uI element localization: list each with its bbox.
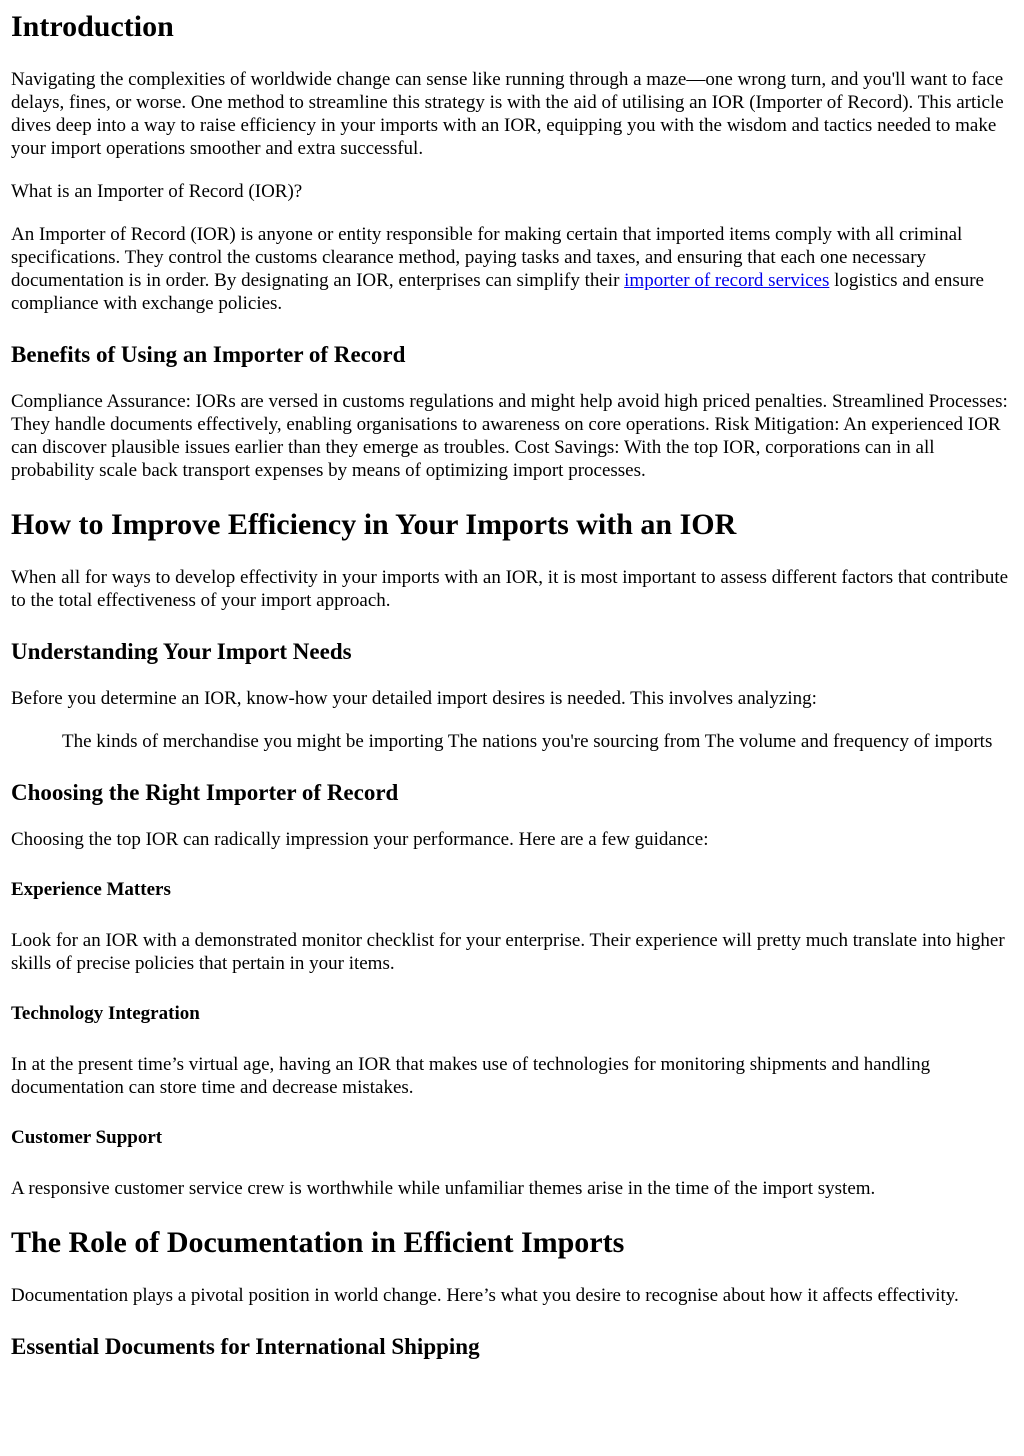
technology-paragraph: In at the present time’s virtual age, having an IOR that makes use of technologies for monitoring shipments and handling documentation can store time and decrease mistakes. [11,1054,931,1098]
experience-paragraph: Look for an IOR with a demonstrated monitor checklist for your enterprise. Their experience will pretty much translate into higher skills of precise policies that pertain in your items. [11,930,1005,974]
support-paragraph: A responsive customer service crew is worthwhile while unfamiliar themes arise in the time of the import system. [11,1178,876,1199]
import-needs-heading: Understanding Your Import Needs [11,639,352,664]
documentation-heading: The Role of Documentation in Efficient Imports [11,1226,625,1259]
article [0,10,1024,1360]
documentation-paragraph: Documentation plays a pivotal position in world change. Here’s what you desire to recognise about how it affects effectivity. [11,1285,959,1306]
essential-documents-heading: Essential Documents for International Shipping [11,1334,480,1359]
support-heading: Customer Support [11,1127,163,1148]
ior-question: What is an Importer of Record (IOR)? [11,181,303,202]
definition-text-after: logistics and ensure compliance with exchange policies. [11,270,984,314]
experience-heading: Experience Matters [11,879,171,900]
import-needs-quote: The kinds of merchandise you might be importing The nations you're sourcing from The volume and frequency of imports [62,731,993,752]
benefits-heading: Benefits of Using an Importer of Record [11,342,406,367]
choosing-ior-heading: Choosing the Right Importer of Record [11,780,399,805]
intro-heading: Introduction [11,10,174,43]
choosing-ior-paragraph: Choosing the top IOR can radically impression your performance. Here are a few guidance: [11,829,709,850]
definition-text-before: An Importer of Record (IOR) is anyone or entity responsible for making certain that imported items comply with all criminal specifications. They control the customs clearance method, paying tasks and taxes, and ensuring that each one necessary documentation is in order. By designating an IOR, enterprises can simplify their [11,224,963,291]
improve-heading: How to Improve Efficiency in Your Imports with an IOR [11,508,737,541]
importer-of-record-services-link[interactable]: importer of record services [624,270,830,291]
ior-definition-paragraph [11,223,1013,315]
intro-paragraph: Navigating the complexities of worldwide change can sense like running through a maze—one wrong turn, and you'll want to face delays, fines, or worse. One method to streamline this strategy is with the aid of utilising an IOR (Importer of Record). This article dives deep into a way to raise efficiency in your imports with an IOR, equipping you with the wisdom and tactics needed to make your import operations smoother and extra successful. [11,69,1004,159]
improve-paragraph: When all for ways to develop effectivity in your imports with an IOR, it is most important to assess different factors that contribute to the total effectiveness of your import approach. [11,567,1009,611]
import-needs-paragraph: Before you determine an IOR, know-how your detailed import desires is needed. This involves analyzing: [11,688,817,709]
technology-heading: Technology Integration [11,1003,200,1024]
benefits-paragraph: Compliance Assurance: IORs are versed in customs regulations and might help avoid high priced penalties. Streamlined Processes: They handle documents effectively, enabling organisations to awareness on core operations. Risk Mitigation: An experienced IOR can discover plausible issues earlier than they emerge as troubles. Cost Savings: With the top IOR, corporations can in all probability scale back transport expenses by means of optimizing import processes. [11,391,1008,481]
